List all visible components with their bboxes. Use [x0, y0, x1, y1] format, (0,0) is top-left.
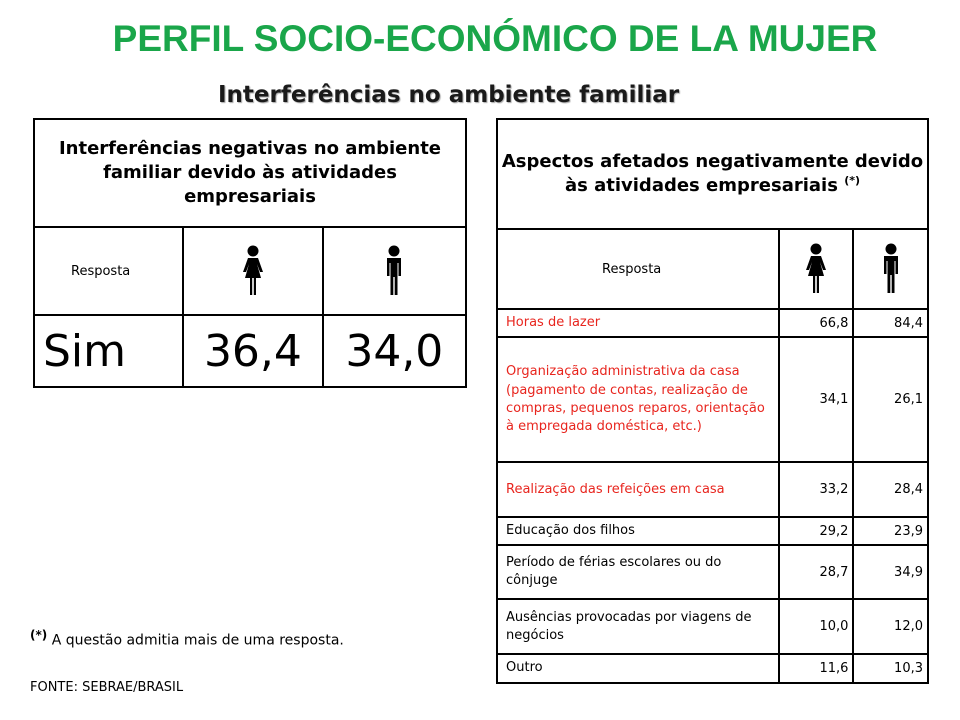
left-row-male-value: 34,0 [323, 315, 466, 387]
aspect-label: Organização administrativa da casa (pagamento de contas, realização de compras, pequenos reparos, orientação à empregada doméstica, etc.) [497, 337, 779, 462]
page-title: PERFIL SOCIO-ECONÓMICO DE LA MUJER [112, 18, 878, 59]
male-icon [853, 229, 928, 309]
aspect-label: Outro [497, 654, 779, 682]
female-icon [779, 229, 854, 309]
right-table-heading [497, 119, 928, 229]
male-value: 34,9 [853, 545, 928, 599]
page-subtitle: Interferências no ambiente familiar [218, 82, 680, 108]
male-value: 10,3 [853, 654, 928, 682]
left-response-label: Resposta [34, 227, 183, 315]
footnote-text: A questão admitia mais de uma resposta. [51, 632, 344, 649]
aspect-label: Período de férias escolares ou do cônjuge [497, 545, 779, 599]
female-value: 28,7 [779, 545, 854, 599]
male-value: 23,9 [853, 517, 928, 545]
table-row [497, 309, 928, 337]
footnote [30, 628, 344, 649]
right-table-heading-marker: (*) [844, 174, 861, 187]
male-value: 12,0 [853, 599, 928, 654]
female-value: 10,0 [779, 599, 854, 654]
female-icon [183, 227, 322, 315]
female-value: 66,8 [779, 309, 854, 337]
male-icon [323, 227, 466, 315]
female-value: 11,6 [779, 654, 854, 682]
aspect-label: Educação dos filhos [497, 517, 779, 545]
right-table [496, 118, 929, 684]
table-row [497, 545, 928, 599]
table-row [497, 654, 928, 682]
aspect-label: Realização das refeições em casa [497, 462, 779, 517]
table-row [497, 462, 928, 517]
female-value: 34,1 [779, 337, 854, 462]
aspect-label: Ausências provocadas por viagens de negócios [497, 599, 779, 654]
male-value: 84,4 [853, 309, 928, 337]
male-value: 26,1 [853, 337, 928, 462]
left-table [33, 118, 467, 388]
left-table-heading: Interferências negativas no ambiente familiar devido às atividades empresariais [34, 119, 466, 227]
right-table-heading-text: Aspectos afetados negativamente devido às atividades empresariais [501, 150, 924, 196]
footnote-marker: (*) [30, 628, 48, 642]
source-note: FONTE: SEBRAE/BRASIL [30, 680, 184, 695]
table-row [497, 337, 928, 462]
right-response-label: Resposta [497, 229, 779, 309]
female-value: 29,2 [779, 517, 854, 545]
left-row-female-value: 36,4 [183, 315, 322, 387]
aspect-label: Horas de lazer [497, 309, 779, 337]
male-value: 28,4 [853, 462, 928, 517]
left-row-label: Sim [34, 315, 183, 387]
table-row [497, 517, 928, 545]
female-value: 33,2 [779, 462, 854, 517]
table-row [497, 599, 928, 654]
